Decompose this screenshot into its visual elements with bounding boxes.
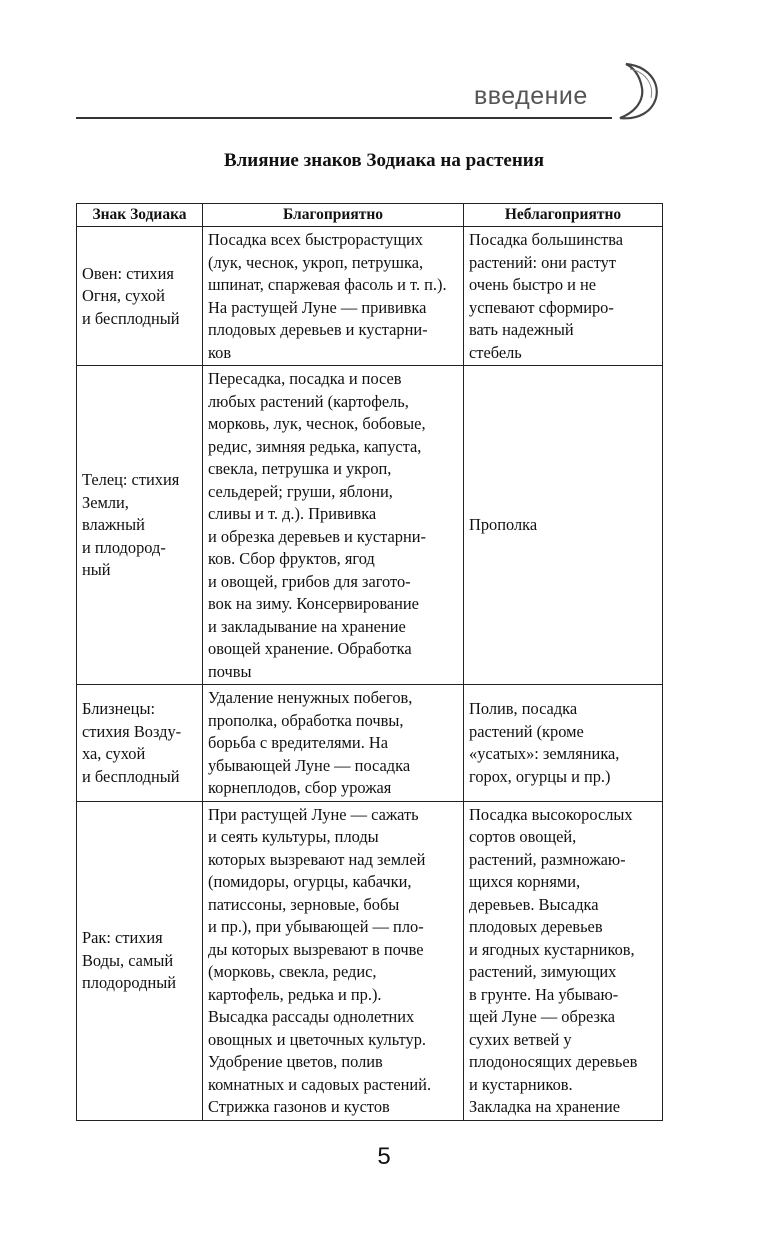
favorable-text: Посадка всех быстрорастущих (лук, чеснок, укроп, петрушка, шпинат, спаржевая фасоль и т. п.). На растущей Луне — прививка плодовых деревьев и кустарни- ков <box>208 230 447 362</box>
unfavorable-cell <box>464 227 663 366</box>
table-row <box>77 227 663 366</box>
table-row <box>77 366 663 685</box>
sign-cell <box>77 801 203 1120</box>
unfavorable-text: Прополка <box>469 515 538 535</box>
sign-text: Рак: стихия Воды, самый плодородный <box>82 928 177 993</box>
column-header-unfavorable: Неблагоприятно <box>464 204 663 227</box>
column-header-favorable: Благоприятно <box>203 204 464 227</box>
favorable-cell <box>203 801 464 1120</box>
unfavorable-text: Посадка большинства растений: они растут очень быстро и не успевают сформиро- вать надежный стебель <box>469 230 623 362</box>
sign-text: Овен: стихия Огня, сухой и бесплодный <box>82 263 180 328</box>
sign-text: Близнецы: стихия Возду- ха, сухой и бесплодный <box>82 699 182 786</box>
favorable-cell <box>203 366 464 685</box>
favorable-cell <box>203 227 464 366</box>
crescent-moon-icon <box>596 60 668 122</box>
unfavorable-cell <box>464 685 663 802</box>
unfavorable-cell <box>464 801 663 1120</box>
favorable-cell <box>203 685 464 802</box>
sign-cell <box>77 366 203 685</box>
sign-text: Телец: стихия Земли, влажный и плодород- ный <box>82 470 180 580</box>
table-header-row <box>77 204 663 227</box>
running-header <box>0 0 768 130</box>
favorable-text: Удаление ненужных побегов, прополка, обработка почвы, борьба с вредителями. На убывающей Луне — посадка корнеплодов, сбор урожая <box>208 688 413 797</box>
header-rule <box>76 117 612 119</box>
page-number: 5 <box>377 1143 391 1170</box>
section-title: введение <box>474 82 588 110</box>
sign-cell <box>77 685 203 802</box>
table-row <box>77 801 663 1120</box>
sign-cell <box>77 227 203 366</box>
unfavorable-text: Полив, посадка растений (кроме «усатых»: земляника, горох, огурцы и пр.) <box>469 699 620 786</box>
favorable-text: Пересадка, посадка и посев любых растений (картофель, морковь, лук, чеснок, бобовые, редис, зимняя редька, капуста, свекла, петрушка и укроп, сельдерей; груши, яблони, сливы и т. д.). Прививка и обрезка деревьев и кустарни- ков. Сбор фруктов, ягод и овощей, грибов для загото- вок на зиму. Консервирование и закладывание на хранение овощей хранение. Обработка почвы <box>208 369 426 681</box>
unfavorable-text: Посадка высокорослых сортов овощей, растений, размножаю- щихся корнями, деревьев. Высадка плодовых деревьев и ягодных кустарников, растений, зимующих в грунте. На убываю- щей Луне — обрезка сухих ветвей у плодоносящих деревьев и кустарников. Закладка на хранение <box>469 804 638 1116</box>
table-title: Влияние знаков Зодиака на растения <box>223 150 545 171</box>
favorable-text: При растущей Луне — сажать и сеять культуры, плоды которых вызревают над землей (помидоры, огурцы, кабачки, патиссоны, зерновые, бобы и пр.), при убывающей — пло- ды которых вызревают в почве (морковь, свекла, редис, картофель, редька и пр.). Высадка рассады однолетних овощных и цветочных культур. Удобрение цветов, полив комнатных и садовых растений. Стрижка газонов и кустов <box>208 804 432 1116</box>
table-row <box>77 685 663 802</box>
column-header-sign: Знак Зодиака <box>77 204 203 227</box>
unfavorable-cell <box>464 366 663 685</box>
zodiac-table <box>76 203 663 1121</box>
